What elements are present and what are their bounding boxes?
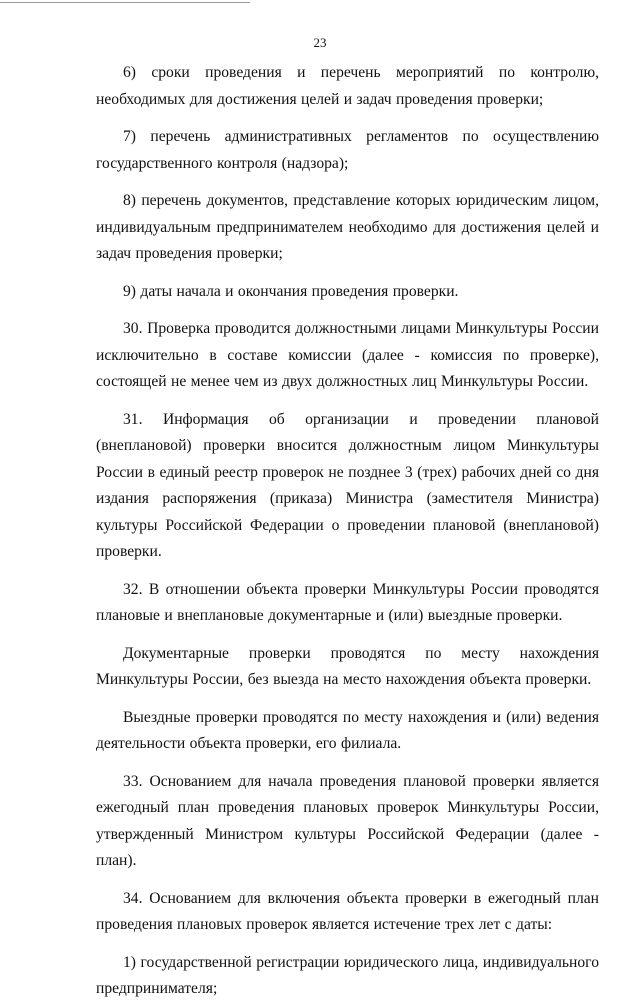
paragraph-clause-31: 31. Информация об организации и проведении плановой (внеплановой) проверки вносится должностным лицом Минкультуры России в единый реестр проверок не позднее 3 (трех) рабочих дней со дня издания распоряжения (приказа) Министра (заместителя Министра) культуры Российской Федерации о проведении плановой (внеплановой) проверки.	[96, 410, 599, 560]
paragraph-clause-34: 34. Основанием для включения объекта проверки в ежегодный план проведения плановых проверок является истечение трех лет с даты:	[96, 889, 599, 933]
paragraph-onsite-checks: Выездные проверки проводятся по месту нахождения и (или) ведения деятельности объекта проверки, его филиала.	[96, 708, 599, 752]
paragraph-clause-32: 32. В отношении объекта проверки Минкультуры России проводятся плановые и внеплановые документарные и (или) выездные проверки.	[96, 580, 599, 624]
paragraph-item-7: 7) перечень административных регламентов по осуществлению государственного контроля (надзора);	[96, 128, 599, 172]
paragraph-item-9: 9) даты начала и окончания проведения проверки.	[123, 282, 459, 300]
document-body	[96, 60, 599, 1003]
paragraph-item-6: 6) сроки проведения и перечень мероприятий по контролю, необходимых для достижения целей и задач проведения проверки;	[96, 64, 599, 108]
paragraph-subitem-1: 1) государственной регистрации юридического лица, индивидуального предпринимателя;	[96, 953, 599, 997]
page-number: 23	[313, 35, 327, 50]
paragraph-clause-30: 30. Проверка проводится должностными лицами Минкультуры России исключительно в составе комиссии (далее - комиссия по проверке), состоящей не менее чем из двух должностных лиц Минкультуры России.	[96, 320, 599, 390]
top-edge-rule	[0, 2, 250, 3]
paragraph-documentary-checks: Документарные проверки проводятся по месту нахождения Минкультуры России, без выезда на место нахождения объекта проверки.	[96, 644, 599, 688]
paragraph-item-8: 8) перечень документов, представление которых юридическим лицом, индивидуальным предпринимателем необходимо для достижения целей и задач проведения проверки;	[96, 192, 599, 262]
paragraph-clause-33: 33. Основанием для начала проведения плановой проверки является ежегодный план проведения плановых проверок Минкультуры России, утвержденный Министром культуры Российской Федерации (далее - план).	[96, 772, 599, 869]
